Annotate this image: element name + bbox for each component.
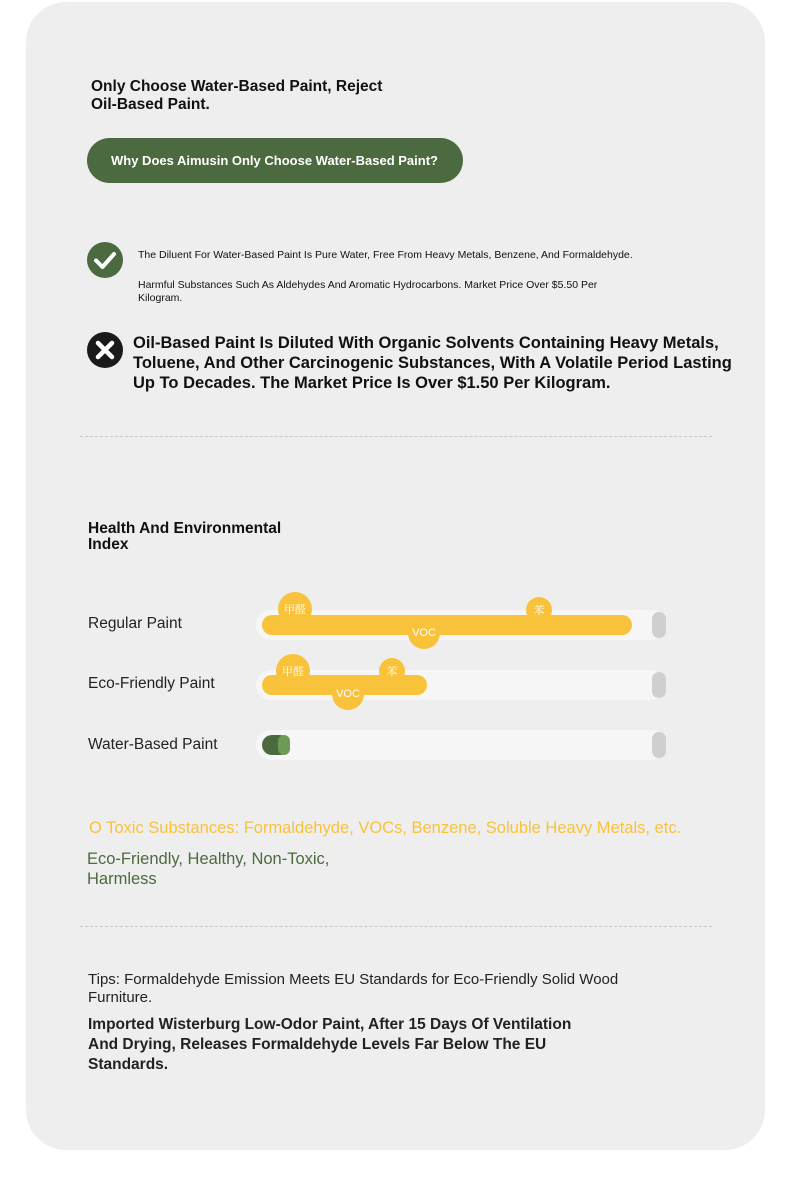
tag-benzene: 苯 <box>526 597 552 623</box>
water-based-price-text: Harmful Substances Such As Aldehydes And Aromatic Hydrocarbons. Market Price Over $5.50 Per Kilogram. <box>138 279 598 304</box>
bar-regular-paint <box>262 615 632 635</box>
index-title: Health And Environmental Index <box>88 520 282 553</box>
headline: Only Choose Water-Based Paint, Reject Oil-Based Paint. <box>91 78 383 113</box>
tag-voc: VOC <box>332 678 364 710</box>
track-water-based-paint <box>256 730 666 760</box>
divider-bottom <box>80 926 712 927</box>
row-label-water-based-paint: Water-Based Paint <box>88 736 218 753</box>
tag-formaldehyde: 甲醛 <box>276 654 310 688</box>
row-label-eco-friendly-paint: Eco-Friendly Paint <box>88 675 215 692</box>
row-label-regular-paint: Regular Paint <box>88 615 182 632</box>
track-regular-paint <box>256 604 666 640</box>
tips-text: Tips: Formaldehyde Emission Meets EU Standards for Eco-Friendly Solid Wood Furniture. <box>88 971 619 1006</box>
imported-paint-text: Imported Wisterburg Low-Odor Paint, After 15 Days Of Ventilation And Drying, Releases Formaldehyde Levels Far Below The EU Standards. <box>88 1016 572 1073</box>
track-end-cap <box>652 732 666 758</box>
eco-friendly-text: Eco-Friendly, Healthy, Non-Toxic, Harmless <box>87 850 330 888</box>
why-water-based-label: Why Does Aimusin Only Choose Water-Based Paint? <box>111 153 438 168</box>
water-based-diluent-text: The Diluent For Water-Based Paint Is Pure Water, Free From Heavy Metals, Benzene, And Formaldehyde. <box>138 249 633 261</box>
oil-based-text: Oil-Based Paint Is Diluted With Organic Solvents Containing Heavy Metals, Toluene, And Other Carcinogenic Substances, With A Volatile Period Lasting Up To Decades. The Market Price Is Over $1.50 Per Kilogram. <box>133 334 732 392</box>
why-water-based-button[interactable] <box>87 138 463 183</box>
track-end-cap <box>652 612 666 638</box>
divider-top <box>80 436 712 437</box>
tag-formaldehyde: 甲醛 <box>278 592 312 626</box>
check-icon <box>87 242 123 278</box>
tag-benzene: 苯 <box>379 658 405 684</box>
tag-voc: VOC <box>408 617 440 649</box>
x-icon <box>87 332 123 368</box>
bar-water-based-paint <box>262 735 290 755</box>
toxic-substances-text: O Toxic Substances: Formaldehyde, VOCs, Benzene, Soluble Heavy Metals, etc. <box>89 819 682 837</box>
track-eco-friendly-paint <box>256 666 666 700</box>
track-end-cap <box>652 672 666 698</box>
